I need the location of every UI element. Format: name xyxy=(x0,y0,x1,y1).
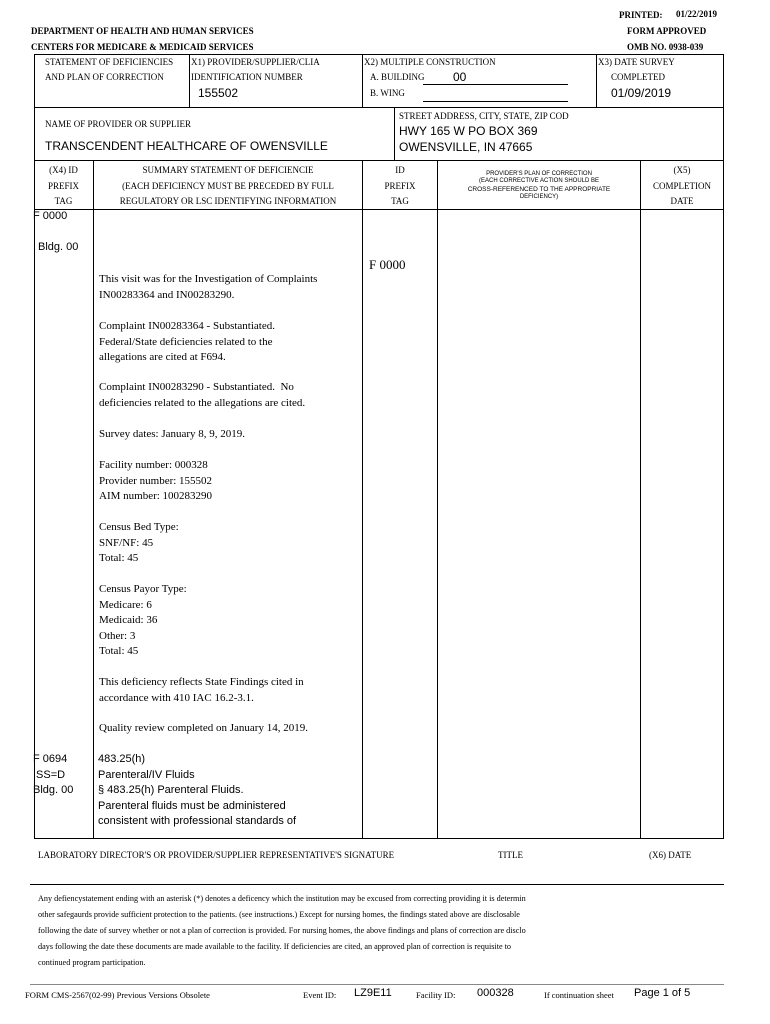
event-id-value: LZ9E11 xyxy=(354,987,392,999)
building-label: A. BUILDING xyxy=(370,72,425,82)
date-survey-label: X3) DATE SURVEY xyxy=(598,57,675,67)
provider-name-label: NAME OF PROVIDER OR SUPPLIER xyxy=(45,119,192,129)
plan-header-1: PROVIDER'S PLAN OF CORRECTION xyxy=(486,171,592,177)
date-completed-value: 01/09/2019 xyxy=(611,86,672,100)
x4-prefix-header: PREFIX xyxy=(47,181,79,191)
complaint-1-paragraph: Complaint IN00283364 - Substantiated. Federal/State deficiencies related to the allegations are cited at F694. xyxy=(99,320,275,364)
multiple-construction-label: X2) MULTIPLE CONSTRUCTION xyxy=(364,57,496,67)
building-tag-1: Bldg. 00 xyxy=(38,241,79,253)
census-payor-paragraph: Census Payor Type: Medicare: 6 Medicaid: 36 Other: 3 Total: 45 xyxy=(99,583,187,658)
identification-label: IDENTIFICATION NUMBER xyxy=(191,72,303,82)
street-address-label: STREET ADDRESS, CITY, STATE, ZIP COD xyxy=(399,111,569,121)
provider-id-value: 155502 xyxy=(198,86,239,100)
disclaimer-line: days following the date these documents are made available to the facility. If deficiencies are cited, an approved plan of correction is requisite to xyxy=(38,942,512,951)
completed-label: COMPLETED xyxy=(611,72,665,82)
address-line-2: OWENSVILLE, IN 47665 xyxy=(399,140,533,154)
disclaimer-line: following the date of survey whether or not a plan of correction is provided. For nursing homes, the above findings and plans of correction are disclo xyxy=(38,926,526,935)
page-number: Page 1 of 5 xyxy=(634,987,691,999)
disclaimer-line: other safegaurds provide sufficient protection to the patients. (see instructions.) Except for nursing homes, the findings stated above are disclosable xyxy=(38,910,520,919)
plan-header-4: DEFICIENCY) xyxy=(519,194,559,200)
id-tag-header: TAG xyxy=(391,196,409,206)
wing-label: B. WING xyxy=(370,88,405,98)
summary-subheader-1: (EACH DEFICIENCY MUST BE PRECEDED BY FULL xyxy=(122,181,334,191)
provider-clia-label: X1) PROVIDER/SUPPLIER/CLIA xyxy=(191,57,320,67)
event-id-label: Event ID: xyxy=(303,990,337,1000)
form-number: FORM CMS-2567(02-99) Previous Versions Obsolete xyxy=(25,990,210,1000)
x5-header: (X5) xyxy=(673,165,691,175)
survey-dates-paragraph: Survey dates: January 8, 9, 2019. xyxy=(99,428,246,440)
id-header: ID xyxy=(395,165,405,175)
parenteral-fluids-paragraph: 483.25(h) Parenteral/IV Fluids § 483.25(h) Parenteral Fluids. Parenteral fluids must be administered consistent with professional standards of xyxy=(98,753,297,828)
printed-date: 01/22/2019 xyxy=(676,9,718,19)
department-title: DEPARTMENT OF HEALTH AND HUMAN SERVICES xyxy=(31,26,254,36)
facility-numbers-paragraph: Facility number: 000328 Provider number: 155502 AIM number: 100283290 xyxy=(99,459,213,503)
completion-header: COMPLETION xyxy=(653,181,711,191)
date-header: DATE xyxy=(670,196,694,206)
complaint-2-paragraph: Complaint IN00283290 - Substantiated. No deficiencies related to the allegations are cited. xyxy=(99,381,306,409)
plan-header-2: (EACH CORRECTIVE ACTION SHOULD BE xyxy=(478,178,600,184)
prefix-tag-f0694: F 0694 SS=D Bldg. 00 xyxy=(33,753,74,797)
continuation-label: If continuation sheet xyxy=(544,990,614,1000)
plan-label: AND PLAN OF CORRECTION xyxy=(45,72,164,82)
centers-title: CENTERS FOR MEDICARE & MEDICAID SERVICES xyxy=(31,42,254,52)
census-bed-paragraph: Census Bed Type: SNF/NF: 45 Total: 45 xyxy=(99,521,179,565)
provider-name-value: TRANSCENDENT HEALTHCARE OF OWENSVILLE xyxy=(45,139,328,153)
summary-subheader-2: REGULATORY OR LSC IDENTIFYING INFORMATION xyxy=(119,196,337,206)
facility-id-value: 000328 xyxy=(477,987,514,999)
plan-header-3: CROSS-REFERENCED TO THE APPROPRIATE xyxy=(467,186,611,193)
id-prefix-header: PREFIX xyxy=(384,181,416,191)
statement-label: STATEMENT OF DEFICIENCIES xyxy=(45,57,174,67)
form-approved: FORM APPROVED xyxy=(627,26,707,36)
facility-id-label: Facility ID: xyxy=(416,990,456,1000)
summary-header: SUMMARY STATEMENT OF DEFICIENCIE xyxy=(142,165,314,175)
quality-review-paragraph: Quality review completed on January 14, 2019. xyxy=(99,722,308,734)
x4-tag-header: TAG xyxy=(54,196,73,206)
disclaimer-line: continued program participation. xyxy=(38,958,146,967)
complaint-intro-paragraph: This visit was for the Investigation of Complaints IN00283364 and IN00283290. xyxy=(99,273,318,301)
x4-id-header: (X4) ID xyxy=(49,165,78,175)
building-value: 00 xyxy=(453,70,467,84)
printed-label: PRINTED: xyxy=(619,10,663,20)
disclaimer-line: Any defiencystatement ending with an asterisk (*) denotes a deficency which the institution may be excused from correcting providing it is determin xyxy=(38,894,526,903)
prefix-tag-f0000: F 0000 xyxy=(33,210,68,222)
address-line-1: HWY 165 W PO BOX 369 xyxy=(399,124,538,138)
state-findings-paragraph: This deficiency reflects State Findings cited in accordance with 410 IAC 16.2-3.1. xyxy=(99,676,304,704)
title-label: TITLE xyxy=(498,850,523,860)
signature-date-label: (X6) DATE xyxy=(649,850,692,860)
id-prefix-tag-f0000: F 0000 xyxy=(369,257,406,272)
signature-label: LABORATORY DIRECTOR'S OR PROVIDER/SUPPLIER REPRESENTATIVE'S SIGNATURE xyxy=(38,850,395,860)
omb-number: OMB NO. 0938-039 xyxy=(627,42,704,52)
